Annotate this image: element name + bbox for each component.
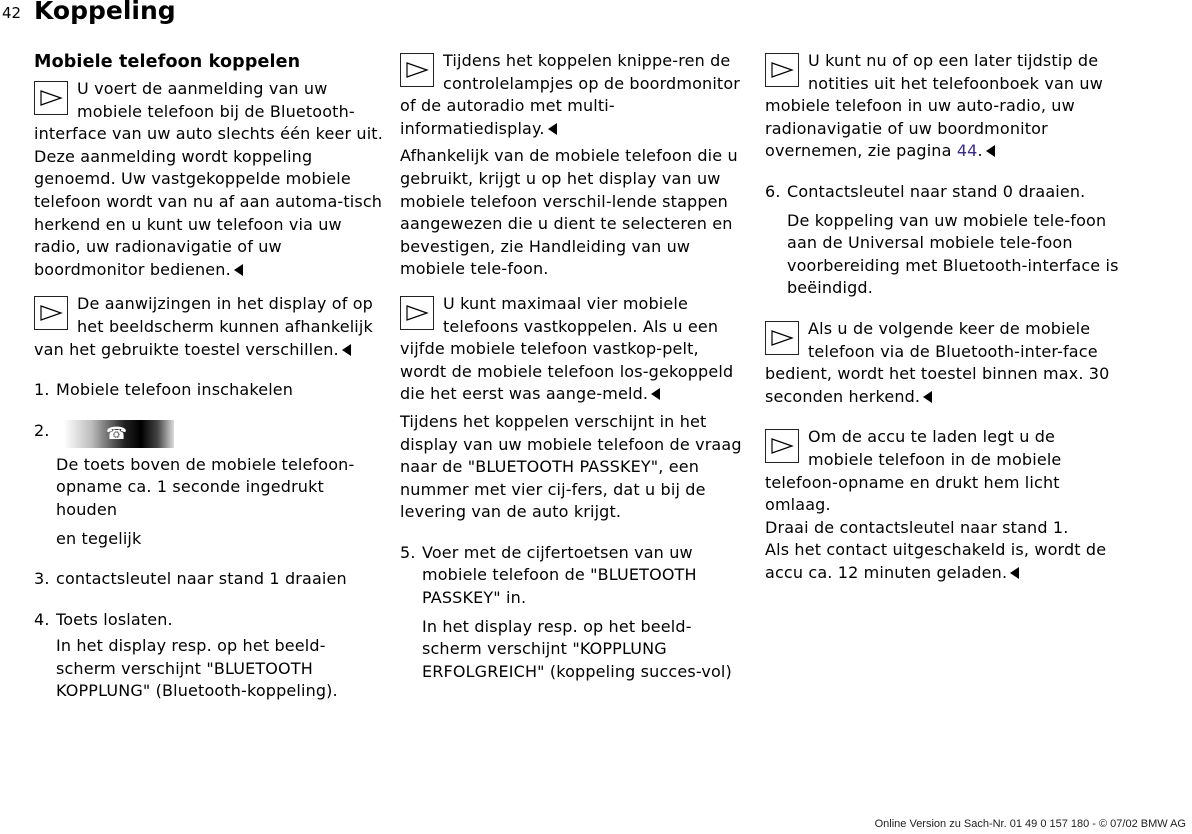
step-text: De toets boven de mobiele telefoon-opname ca. 1 seconde ingedrukt houden xyxy=(56,454,355,519)
end-mark-icon xyxy=(923,391,932,403)
note-block xyxy=(765,50,1125,163)
step-number: 4. xyxy=(34,609,50,629)
note-text: Als u de volgende keer de mobiele telefoon via de Bluetooth-inter-face bedient, wordt het toestel binnen max. 30 seconden herkend. xyxy=(765,318,1110,406)
step-5 xyxy=(400,542,750,684)
end-mark-icon xyxy=(548,123,557,135)
footer-note: Online Version zu Sach-Nr. 01 49 0 157 180 - © 07/02 BMW AG xyxy=(874,818,1186,830)
note-text-end: . xyxy=(977,141,983,161)
step-2 xyxy=(34,420,384,550)
note-triangle-icon xyxy=(765,429,799,463)
page-title: Koppeling xyxy=(34,0,176,25)
step-number: 6. xyxy=(765,181,781,201)
note-text: Als het contact uitgeschakeld is, wordt de accu ca. 12 minuten geladen. xyxy=(765,540,1107,582)
step-4 xyxy=(34,609,384,703)
step-number: 5. xyxy=(400,542,416,562)
step-text: Voer met de cijfertoetsen van uw mobiele telefoon de "BLUETOOTH PASSKEY" in. xyxy=(422,542,697,608)
step-text: In het display resp. op het beeld-scherm verschijnt "KOPPLUNG ERFOLGREICH" (koppeling succes-vol) xyxy=(422,616,732,681)
column-2 xyxy=(400,50,750,683)
end-mark-icon xyxy=(234,264,243,276)
step-text: De koppeling van uw mobiele tele-foon aan de Universal mobiele tele-foon voorbereiding met Bluetooth-interface is beëindigd. xyxy=(787,210,1119,298)
step-text: en tegelijk xyxy=(56,528,142,548)
step-6 xyxy=(765,181,1125,300)
note-text: Draai de contactsleutel naar stand 1. xyxy=(765,517,1069,537)
note-text: Om de accu te laden legt u de mobiele telefoon in de mobiele telefoon-opname en drukt hem licht omlaag. xyxy=(765,427,1062,515)
step-number: 1. xyxy=(34,380,50,400)
phone-voice-icon: ☎ xyxy=(106,423,128,444)
note-triangle-icon xyxy=(34,296,68,330)
note-block xyxy=(400,50,750,140)
section-heading: Mobiele telefoon koppelen xyxy=(34,52,301,72)
note-block xyxy=(400,293,750,406)
note-triangle-icon xyxy=(765,53,799,87)
step-3 xyxy=(34,568,384,591)
step-text: Contactsleutel naar stand 0 draaien. xyxy=(787,181,1086,201)
note-block xyxy=(34,78,384,281)
step-number: 3. xyxy=(34,569,50,589)
step-text: In het display resp. op het beeld-scherm verschijnt "BLUETOOTH KOPPLUNG" (Bluetooth-koppeling). xyxy=(56,636,338,701)
step-1 xyxy=(34,379,384,402)
phone-key-image xyxy=(64,420,174,448)
paragraph: Afhankelijk van de mobiele telefoon die u gebruikt, krijgt u op het display van uw mobiele telefoon verschil-lende stappen aangewezen die u dient te selecteren en bevestigen, zie Handleiding van uw mobiele tele-foon. xyxy=(400,146,738,279)
page-reference-link[interactable]: 44 xyxy=(956,141,978,161)
note-text: U voert de aanmelding van uw mobiele telefoon bij de Bluetooth-interface van uw auto slechts één keer uit. Deze aanmelding wordt koppeling genoemd. Uw vastgekoppelde mobiele telefoon wordt van nu af aan automa-tisch herkend en u kunt uw telefoon via uw radio, uw radionavigatie of uw boordmonitor bedienen. xyxy=(34,79,383,279)
note-block xyxy=(765,318,1125,408)
note-text: U kunt nu of op een later tijdstip de notities uit het telefoonboek van uw mobiele telefoon in uw auto-radio, uw radionavigatie of uw boordmonitor overnemen, zie pagina xyxy=(765,51,1103,161)
end-mark-icon xyxy=(342,344,351,356)
column-3 xyxy=(765,50,1125,584)
end-mark-icon xyxy=(651,388,660,400)
step-text: Toets loslaten. xyxy=(56,609,173,629)
step-text: Mobiele telefoon inschakelen xyxy=(56,380,294,400)
note-triangle-icon xyxy=(400,296,434,330)
page-number: 42 xyxy=(2,4,22,22)
paragraph: Tijdens het koppelen verschijnt in het display van uw mobiele telefoon de vraag naar de "BLUETOOTH PASSKEY", een nummer met vier cij-fers, dat u bij de levering van de auto krijgt. xyxy=(400,411,742,522)
note-block xyxy=(34,293,384,361)
note-triangle-icon xyxy=(765,321,799,355)
note-text: Tijdens het koppelen knippe-ren de controlelampjes op de boordmonitor of de autoradio met multi-informatiedisplay. xyxy=(400,51,741,138)
step-text: contactsleutel naar stand 1 draaien xyxy=(56,569,347,589)
note-text: De aanwijzingen in het display of op het beeldscherm kunnen afhankelijk van het gebruikte toestel verschillen. xyxy=(34,294,373,359)
note-triangle-icon xyxy=(400,53,434,87)
note-text: U kunt maximaal vier mobiele telefoons vastkoppelen. Als u een vijfde mobiele telefoon vastkop-pelt, wordt de mobiele telefoon los-gekoppeld die het eerst was aange-meld. xyxy=(400,293,734,404)
column-1 xyxy=(34,50,384,703)
end-mark-icon xyxy=(986,145,995,157)
step-number: 2. xyxy=(34,420,50,440)
note-triangle-icon xyxy=(34,81,68,115)
note-block xyxy=(765,426,1125,584)
end-mark-icon xyxy=(1010,567,1019,579)
